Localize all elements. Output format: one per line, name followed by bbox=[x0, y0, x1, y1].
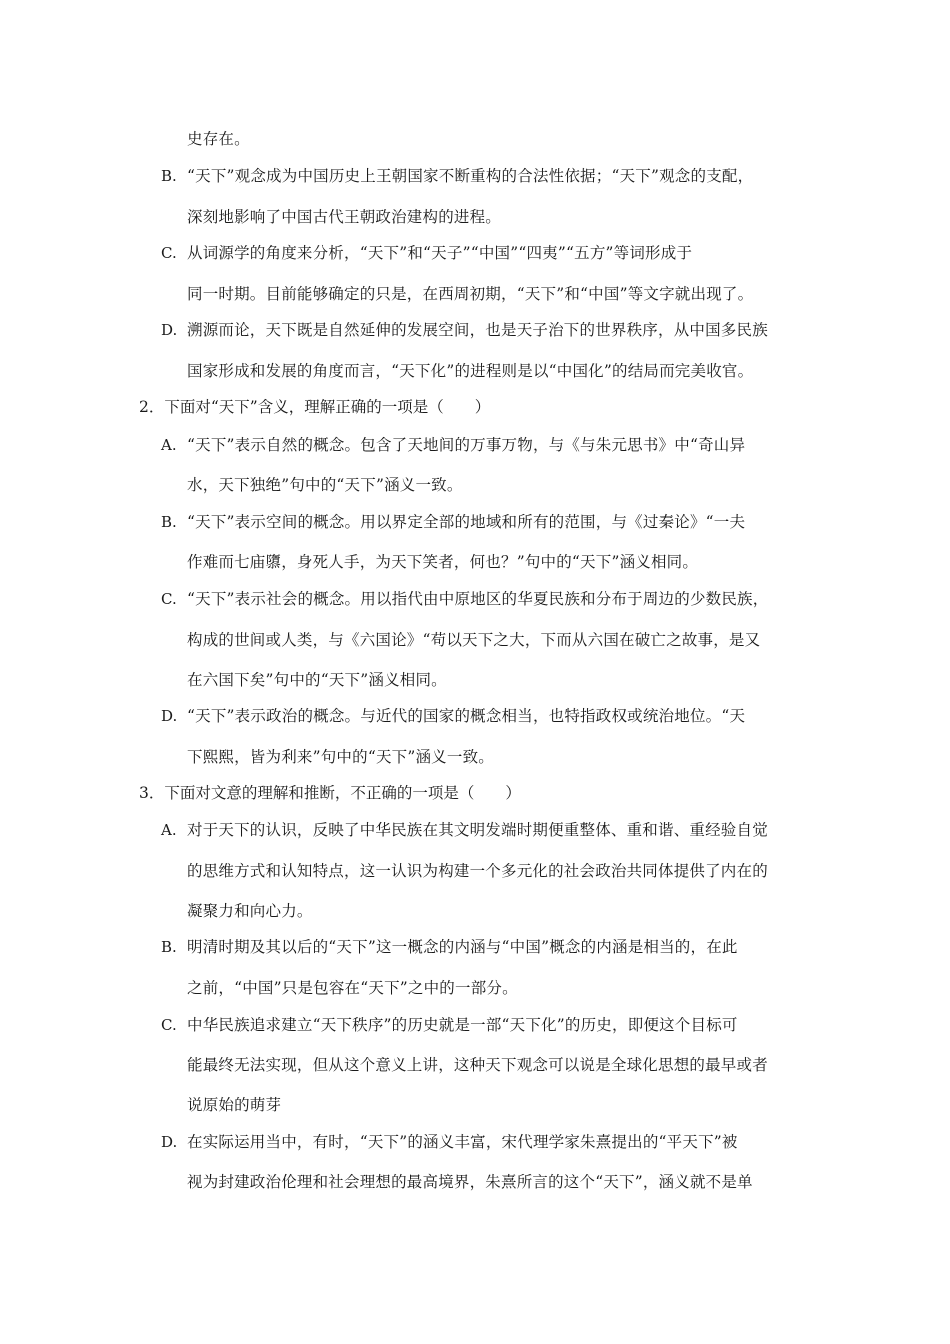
q3-option-c-line2: 能最终无法实现，但从这个意义上讲，这种天下观念可以说是全球化思想的最早或者 bbox=[187, 1056, 768, 1074]
q1-option-a-continuation: 史存在。 bbox=[187, 130, 250, 148]
q3-option-b-line1: 明清时期及其以后的“天下”这一概念的内涵与“中国”概念的内涵是相当的，在此 bbox=[187, 938, 738, 956]
q3-option-b-line2: 之前，“中国”只是包容在“天下”之中的一部分。 bbox=[187, 979, 518, 997]
q3-option-a-line3: 凝聚力和向心力。 bbox=[187, 902, 313, 920]
q2-option-c-line3: 在六国下矣”句中的“天下”涵义相同。 bbox=[187, 671, 447, 689]
q3-option-a-line2: 的思维方式和认知特点，这一认识为构建一个多元化的社会政治共同体提供了内在的 bbox=[187, 862, 768, 880]
q1-option-c-line1: 从词源学的角度来分析，“天下”和“天子”“中国”“四夷”“五方”等词形成于 bbox=[187, 244, 693, 262]
q2-option-c-line2: 构成的世间或人类，与《六国论》“苟以天下之大，下而从六国在破亡之故事，是又 bbox=[187, 631, 761, 649]
q3-option-c-line3: 说原始的萌芽 bbox=[187, 1096, 282, 1114]
q2-option-d-line1: “天下”表示政治的概念。与近代的国家的概念相当，也特指政权或统治地位。“天 bbox=[187, 707, 746, 725]
q2-option-b-label: B. bbox=[161, 513, 177, 531]
q2-option-a-line2: 水，天下独绝”句中的“天下”涵义一致。 bbox=[187, 476, 463, 494]
q2-option-d-label: D. bbox=[161, 707, 178, 725]
q3-option-a-line1: 对于天下的认识，反映了中华民族在其文明发端时期便重整体、重和谐、重经验自觉 bbox=[187, 821, 768, 839]
q3-stem: 3．下面对文意的理解和推断，不正确的一项是（ ） bbox=[139, 784, 521, 802]
q3-option-c-line1: 中华民族追求建立“天下秩序”的历史就是一部“天下化”的历史，即便这个目标可 bbox=[187, 1016, 738, 1034]
q3-option-b-label: B. bbox=[161, 938, 177, 956]
q2-stem: 2．下面对“天下”含义，理解正确的一项是（ ） bbox=[139, 398, 491, 416]
q1-option-d-line1: 溯源而论，天下既是自然延伸的发展空间，也是天子治下的世界秩序，从中国多民族 bbox=[187, 321, 768, 339]
q3-option-d-label: D. bbox=[161, 1133, 178, 1151]
q1-option-b-label: B. bbox=[161, 167, 177, 185]
q2-option-a-line1: “天下”表示自然的概念。包含了天地间的万事万物，与《与朱元思书》中“奇山异 bbox=[187, 436, 746, 454]
q2-option-d-line2: 下熙熙，皆为利来”句中的“天下”涵义一致。 bbox=[187, 748, 494, 766]
q2-option-b-line1: “天下”表示空间的概念。用以界定全部的地域和所有的范围，与《过秦论》“一夫 bbox=[187, 513, 746, 531]
q1-option-d-label: D. bbox=[161, 321, 178, 339]
q3-option-d-line2: 视为封建政治伦理和社会理想的最高境界，朱熹所言的这个“天下”，涵义就不是单 bbox=[187, 1173, 753, 1191]
q2-option-a-label: A. bbox=[161, 436, 177, 454]
q3-option-d-line1: 在实际运用当中，有时，“天下”的涵义丰富，宋代理学家朱熹提出的“平天下”被 bbox=[187, 1133, 738, 1151]
q2-option-c-line1: “天下”表示社会的概念。用以指代由中原地区的华夏民族和分布于周边的少数民族， bbox=[187, 590, 769, 608]
q2-option-b-line2: 作难而七庙隳，身死人手，为天下笑者，何也？”句中的“天下”涵义相同。 bbox=[187, 553, 699, 571]
q1-option-b-line1: “天下”观念成为中国历史上王朝国家不断重构的合法性依据；“天下”观念的支配， bbox=[187, 167, 754, 185]
q1-option-c-line2: 同一时期。目前能够确定的只是，在西周初期，“天下”和“中国”等文字就出现了。 bbox=[187, 285, 754, 303]
q3-option-a-label: A. bbox=[161, 821, 177, 839]
q1-option-c-label: C. bbox=[161, 244, 177, 262]
q1-option-b-line2: 深刻地影响了中国古代王朝政治建构的进程。 bbox=[187, 208, 502, 226]
q3-option-c-label: C. bbox=[161, 1016, 177, 1034]
q1-option-d-line2: 国家形成和发展的角度而言，“天下化”的进程则是以“中国化”的结局而完美收官。 bbox=[187, 362, 754, 380]
q2-option-c-label: C. bbox=[161, 590, 177, 608]
